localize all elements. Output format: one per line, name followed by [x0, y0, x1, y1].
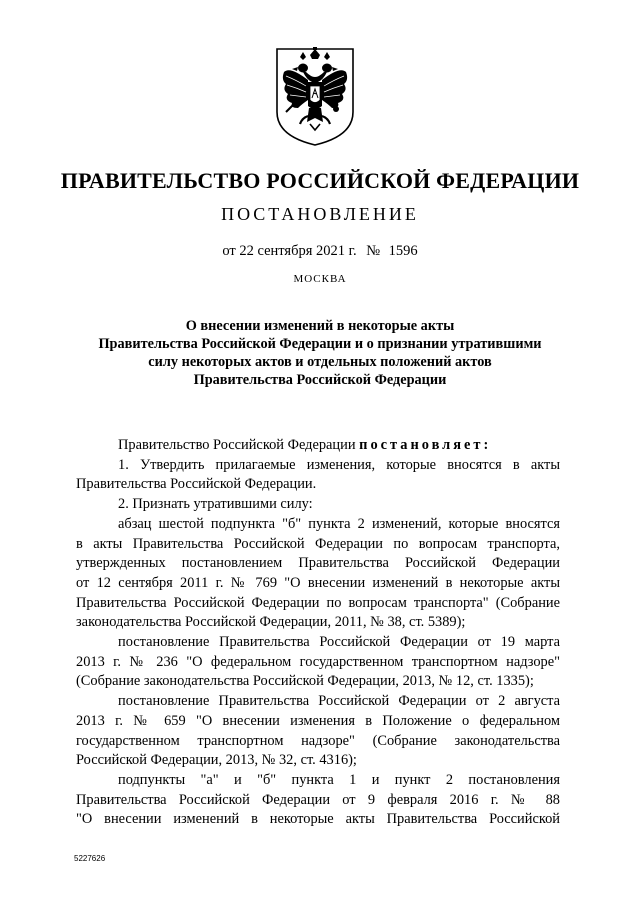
preamble-line [76, 436, 560, 456]
decree-word: постановляет: [359, 437, 492, 453]
body-line: Российской Федерации, 2013, № 32, ст. 4316); [76, 752, 357, 769]
subject-line: О внесении изменений в некоторые акты [185, 318, 455, 334]
government-title: ПРАВИТЕЛЬСТВО РОССИЙСКОЙ ФЕДЕРАЦИИ [60, 168, 580, 193]
number-sign: № [366, 243, 381, 259]
body-line: подпункты "а" и "б" пункта 1 и пункт 2 постановления [118, 771, 560, 788]
document-body [76, 436, 560, 830]
body-line: 1. Утвердить прилагаемые изменения, которые вносятся в акты [118, 456, 560, 473]
subject-line: силу некоторых актов и отдельных положений актов [148, 354, 492, 370]
body-line: (Собрание законодательства Российской Федерации, 2013, № 12, ст. 1335); [76, 673, 534, 690]
subject-line: Правительства Российской Федерации [193, 372, 447, 388]
body-line: 2013 г. № 659 "О внесении изменения в Положение о федеральном [76, 712, 560, 729]
russian-coat-of-arms-icon [272, 46, 358, 148]
body-line: утвержденных постановлением Правительства Российской Федерации [76, 555, 560, 572]
subject-line: Правительства Российской Федерации и о признании утратившими [98, 336, 542, 352]
document-number: 1596 [388, 243, 418, 259]
document-date: от 22 сентября 2021 г. [222, 243, 357, 259]
body-line: 2. Признать утратившими силу: [118, 496, 313, 513]
body-line: Правительства Российской Федерации по вопросам транспорта" (Собрание [76, 594, 560, 611]
body-line: 2013 г. № 236 "О федеральном государственном транспортном надзоре" [76, 653, 560, 670]
city-name: МОСКВА [293, 273, 347, 285]
body-line: постановление Правительства Российской Федерации от 19 марта [118, 634, 560, 651]
body-line: Правительства Российской Федерации. [76, 476, 317, 493]
date-number-line [0, 243, 640, 260]
body-line: государственном транспортном надзоре" (Собрание законодательства [76, 732, 560, 749]
body-line: постановление Правительства Российской Федерации от 2 августа [118, 693, 560, 710]
document-code: 5227626 [74, 854, 106, 863]
document-type: ПОСТАНОВЛЕНИЕ [221, 204, 419, 224]
body-line: в акты Правительства Российской Федерации по вопросам транспорта, [76, 535, 560, 552]
body-line: "О внесении изменений в некоторые акты Правительства Российской [76, 811, 560, 828]
body-line: законодательства Российской Федерации, 2011, № 38, ст. 5389); [76, 614, 466, 631]
document-subject [60, 317, 580, 389]
body-line: Правительства Российской Федерации от 9 февраля 2016 г. № 88 [76, 791, 560, 808]
preamble-text: Правительство Российской Федерации [118, 437, 356, 453]
body-line: от 12 сентября 2011 г. № 769 "О внесении изменений в некоторые акты [76, 574, 560, 591]
body-line: абзац шестой подпункта "б" пункта 2 изменений, которые вносятся [118, 515, 560, 532]
